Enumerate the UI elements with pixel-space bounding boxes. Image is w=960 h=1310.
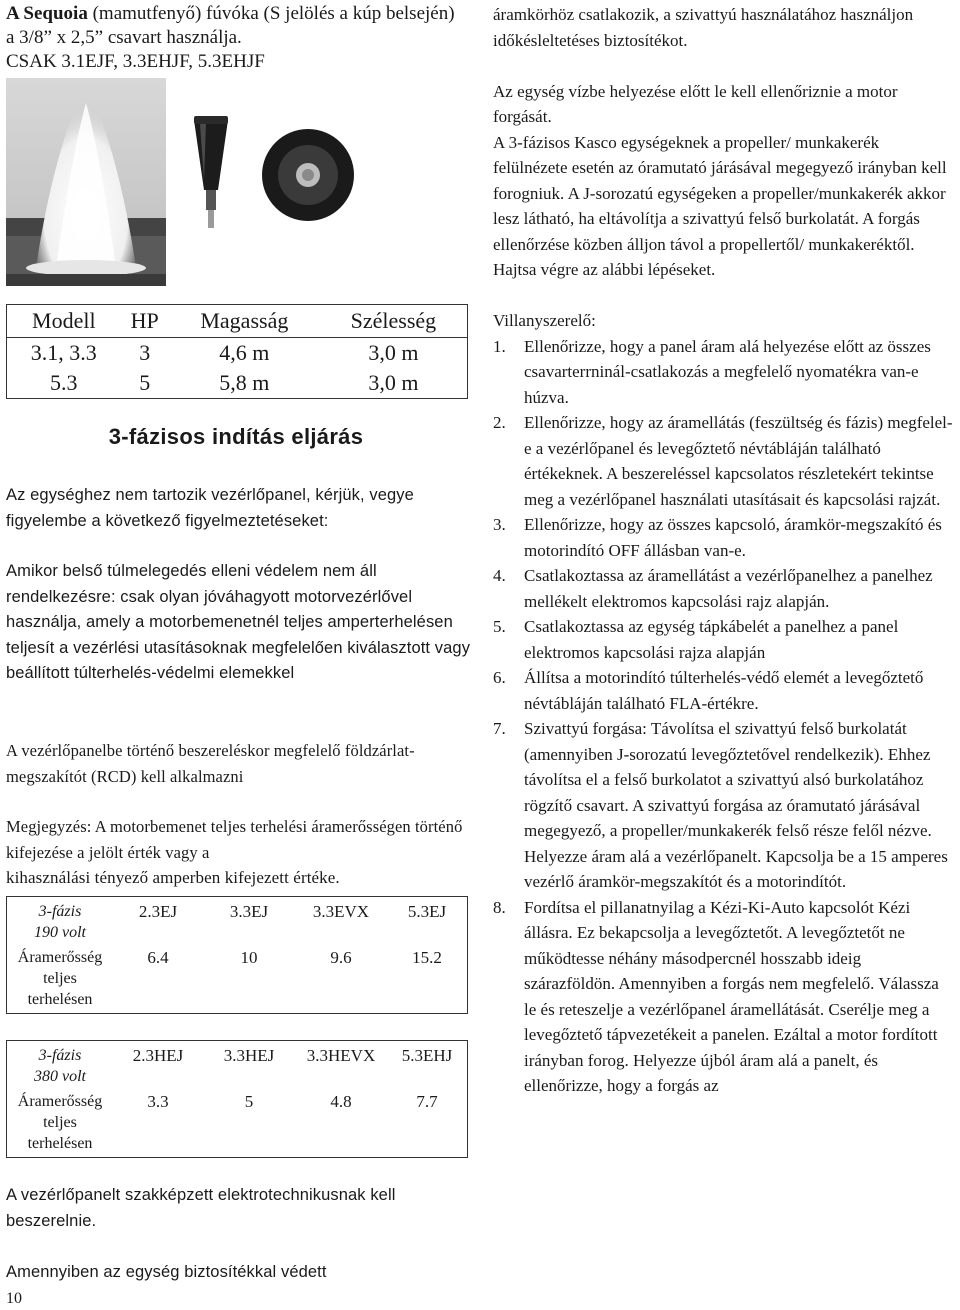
phase-label: 3-fázis (38, 1047, 82, 1064)
note-last-line: kihasználási tényező amperben kifejezett értéke. (6, 868, 340, 887)
warning-intro-paragraph: Az egységhez nem tartozik vezérlőpanel, kérjük, vegye figyelembe a következő figyelmeztetéseket: (6, 486, 414, 530)
model-cell: 2.3EJ (138, 902, 178, 921)
step-number: 2. (493, 413, 506, 432)
header-width: Szélesség (320, 305, 468, 338)
intro-only-line: CSAK 3.1EJF, 3.3EHJF, 5.3EHJF (6, 51, 265, 72)
list-item (493, 512, 955, 563)
step-number: 1. (493, 336, 506, 356)
list-item (493, 716, 955, 895)
step-number: 4. (493, 566, 506, 585)
volt-label: 380 volt (34, 1068, 86, 1085)
model-cell: 3.3HEVX (306, 1046, 376, 1065)
model-cell: 5.3EHJ (401, 1046, 453, 1065)
header-model: Modell (7, 305, 121, 338)
list-item (493, 665, 955, 716)
step-text: Fordítsa el pillanatnyilag a Kézi-Ki-Auto kapcsolót Kézi állásra. Ez bekapcsolja a levegőztetőt. A levegőztetőt ne működtesse néhány másodpercnél hosszabb ideig szárazföldön. Amennyiben a forgás nem megfelelő. Válassza le és reteszelje a vezérlőpanel áramellátását. Cserélje meg a levegőztető tápvezetékeit a panelen. Ezáltal a motor fordított irányban forog. Helyezze újból áram alá a panelt, és ellenőrizze, hogy a forgás az (524, 897, 939, 1095)
amp-value-cell: 9.6 (330, 948, 352, 967)
phase-voltage-label (7, 901, 113, 943)
intro-lead (6, 2, 466, 50)
model-cell: 5.3EJ (407, 902, 447, 921)
model-table-header (7, 305, 468, 338)
step-text: Csatlakoztassa az áramellátást a vezérlőpanelhez a panelhez mellékelt elektromos kapcsolási rajz alapján. (524, 566, 933, 611)
amp-label (7, 1091, 113, 1154)
step-text: Ellenőrizze, hogy az összes kapcsoló, áramkör-megszakító és motorindító OFF állásban van-e. (524, 515, 942, 560)
steps-list (493, 334, 955, 1099)
amp-table-190v (6, 896, 468, 1014)
nozzle-top-photo (258, 120, 358, 230)
intro-lead-rest: (mamutfenyő) fúvóka (S jelölés a kúp belsején) a 3/8” x 2,5” csavart használja. (6, 3, 455, 48)
intro-text (6, 2, 466, 74)
list-item (493, 563, 955, 614)
model-cell: 2.3HEJ (132, 1046, 184, 1065)
model-table (6, 304, 468, 399)
cell-width: 3,0 m (368, 370, 419, 395)
rcd-paragraph: A vezérlőpanelbe történő beszereléskor megfelelő földzárlat-megszakítót (RCD) kell alkalmazni (6, 741, 415, 786)
cell-hp: 3 (139, 340, 151, 365)
note-paragraph (6, 814, 476, 891)
cell-model: 5.3 (50, 370, 78, 395)
phase-voltage-label (7, 1045, 113, 1087)
rotation-check-paragraph: Az egység vízbe helyezése előtt le kell ellenőriznie a motor forgását. (493, 81, 898, 126)
list-item (493, 410, 955, 512)
step-number: 5. (493, 617, 506, 636)
fuse-paragraph-cont: áramkörhöz csatlakozik, a szivattyú használatához használjon időkésleltetéses biztosítékot. (493, 5, 914, 50)
cell-model: 3.1, 3.3 (30, 340, 97, 365)
header-hp: HP (121, 305, 169, 338)
model-cell: 3.3EVX (312, 902, 370, 921)
note-main: Megjegyzés: A motorbemenet teljes terhelési áramerősségen történő kifejezése a jelölt érték vagy a (6, 817, 463, 862)
amp-label-line: Áramerősség (17, 1093, 103, 1110)
step-text: Szivattyú forgása: Távolítsa el szivattyú felső burkolatát (amennyiben J-sorozatú levegőztetővel rendelkezik). Ehhez távolítsa el a felső burkolatot a szivattyú alsó burkolatához rögzítő csavart. A szivattyú forgása az óramutató járásával megegyező, a propeller/munkakerék felső része felől nézve. Helyezze áram alá a vezérlőpanelt. Kapcsolja be a 15 amperes vezérlő áramkör-megszakítót és a motorindítót. (524, 719, 948, 891)
amp-label (7, 947, 113, 1010)
nozzle-side-photo (176, 110, 246, 240)
step-number: 8. (493, 897, 506, 917)
amp-label-line: terhelésen (27, 991, 93, 1008)
model-cell: 3.3EJ (229, 902, 269, 921)
header-height: Magasság (169, 305, 320, 338)
table-row (7, 338, 468, 369)
list-item (493, 895, 955, 1099)
cell-width: 3,0 m (368, 340, 419, 365)
amp-value-cell: 6.4 (147, 948, 169, 967)
amp-table-380v (6, 1040, 468, 1158)
step-number: 3. (493, 515, 506, 534)
fuse-paragraph-start: Amennyiben az egység biztosítékkal védett (6, 1263, 327, 1281)
phase-label: 3-fázis (38, 903, 82, 920)
intro-lead-bold: A Sequoia (6, 3, 88, 24)
procedure-title: 3-fázisos indítás eljárás (108, 424, 364, 449)
amp-label-line: terhelésen (27, 1135, 93, 1152)
list-item (493, 334, 955, 411)
step-text: Ellenőrizze, hogy a panel áram alá helyezése előtt az összes csavarterrninál-csatlakozás a megfelelő nyomatékra van-e húzva. (524, 336, 931, 407)
amp-label-line: teljes (43, 1114, 77, 1131)
installer-paragraph: A vezérlőpanelt szakképzett elektrotechnikusnak kell beszerelnie. (6, 1186, 396, 1230)
step-number: 6. (493, 668, 506, 687)
step-number: 7. (493, 719, 506, 738)
page-number: 10 (6, 1290, 22, 1307)
model-cell: 3.3HEJ (223, 1046, 275, 1065)
step-text: Ellenőrizze, hogy az áramellátás (feszültség és fázis) megfelel-e a vezérlőpanel és levegőztető névtábláján található értékeknek. A beszereléssel kapcsolatos részletekért tekintse meg a vezérlőpanel használati utasításait és kapcsolási rajzát. (524, 413, 953, 509)
step-text: Csatlakoztassa az egység tápkábelét a panelhez a panel elektromos kapcsolási rajza alapján (524, 617, 899, 662)
amp-value-cell: 3.3 (147, 1092, 169, 1111)
cell-hp: 5 (139, 370, 151, 395)
amp-value-cell: 10 (240, 948, 258, 967)
table-row (7, 368, 468, 399)
amp-value-cell: 4.8 (330, 1092, 352, 1111)
fountain-photo (6, 78, 166, 286)
amp-value-cell: 15.2 (412, 948, 442, 967)
amp-value-cell: 7.7 (416, 1092, 438, 1111)
step-text: Állítsa a motorindító túlterhelés-védő elemét a levegőztető névtábláján található FLA-értékre. (524, 668, 924, 713)
right-column (493, 2, 955, 1099)
overheat-warning-paragraph: Amikor belső túlmelegedés elleni védelem nem áll rendelkezésre: csak olyan jóváhagyott motorvezérlővel használja, amely a motorbemenetnél teljes amperterhelésen teljesít a vezérlési utasításoknak megfelelően kiválasztott vagy beállított túlterhelés-védelmi elemekkel (6, 562, 471, 682)
cell-height: 4,6 m (219, 340, 270, 365)
volt-label: 190 volt (34, 924, 86, 941)
list-item (493, 614, 955, 665)
amp-value-cell: 5 (244, 1092, 254, 1111)
electrician-label: Villanyszerelő: (493, 311, 596, 330)
amp-label-line: Áramerősség (17, 949, 103, 966)
amp-label-line: teljes (43, 970, 77, 987)
cell-height: 5,8 m (219, 370, 270, 395)
rotation-direction-paragraph: A 3-fázisos Kasco egységeknek a propeller/ munkakerék felülnézete esetén az óramutató járásával megegyező irányban kell forogniuk. A J-sorozatú egységeken a propeller/munkakerék akkor lesz látható, ha eltávolítja a szivattyú felső burkolatát. A forgás ellenőrzése közben álljon távol a propellertől/ munkakeréktől. Hajtsa végre az alábbi lépéseket. (493, 132, 947, 279)
